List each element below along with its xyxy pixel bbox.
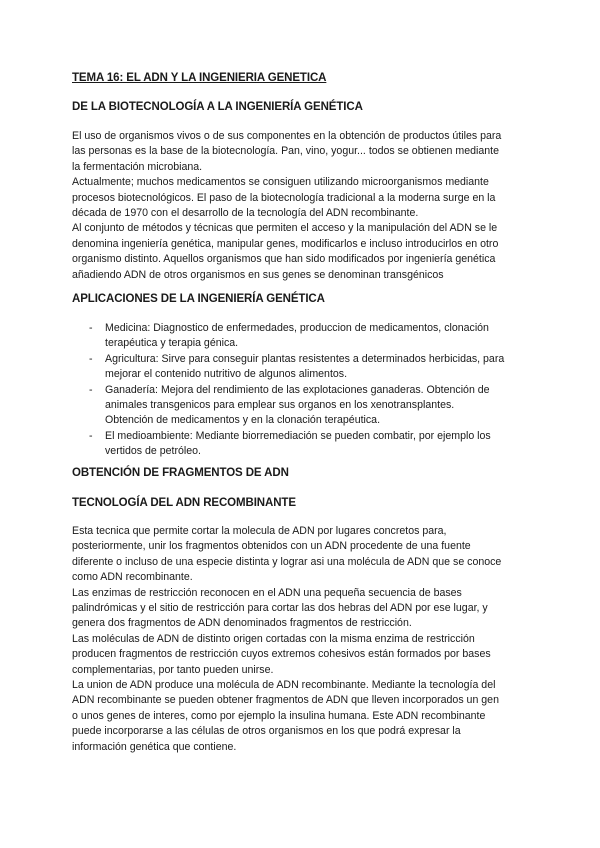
text-line: terapéutica y terapia génica. [105, 337, 239, 350]
text-line: organismo distinto. Aquellos organismos que han sido modificados por ingeniería genética [72, 253, 496, 266]
text-line: El medioambiente: Mediante biorremediación se pueden combatir, por ejemplo los [105, 429, 491, 442]
text-line: Al conjunto de métodos y técnicas que permiten el acceso y la manipulación del ADN se le [72, 222, 498, 235]
text-line: animales transgenicos para emplear sus organos en los xenotransplantes. [105, 399, 455, 412]
bullet-dash: - [89, 352, 93, 365]
section-heading-biotecnologia: DE LA BIOTECNOLOGÍA A LA INGENIERÍA GENÉTICA [72, 101, 363, 113]
text-line: Agricultura: Sirve para conseguir plantas resistentes a determinados herbicidas, para [105, 352, 505, 365]
list-item [72, 321, 532, 352]
text-line: genera dos fragmentos de ADN denominados fragmentos de restricción. [72, 617, 412, 630]
section-heading-obtencion: OBTENCIÓN DE FRAGMENTOS DE ADN [72, 467, 289, 479]
list-item [72, 383, 532, 429]
list-item [72, 352, 532, 383]
text-line: La union de ADN produce una molécula de ADN recombinante. Mediante la tecnología del [72, 679, 496, 692]
text-line: o unos genes de interes, como por ejemplo la insulina humana. Este ADN recombinante [72, 709, 486, 722]
text-line: Ganadería: Mejora del rendimiento de las explotaciones ganaderas. Obtención de [105, 383, 490, 396]
text-line: década de 1970 con el desarrollo de la tecnología del ADN recombinante. [72, 207, 419, 220]
text-line: producen fragmentos de restricción cuyos extremos cohesivos están formados por bases [72, 648, 491, 661]
text-line: como ADN recombinante. [72, 571, 193, 584]
section-heading-aplicaciones: APLICACIONES DE LA INGENIERÍA GENÉTICA [72, 293, 325, 305]
text-line: procesos biotecnológicos. El paso de la biotecnología tradicional a la moderna surge en la [72, 191, 496, 204]
text-line: Obtención de medicamentos y en la clonación terapéutica. [105, 414, 381, 427]
text-line: mejorar el contenido nutritivo de algunos alimentos. [105, 368, 348, 381]
text-line: Las moléculas de ADN de distinto origen cortadas con la misma enzima de restricción [72, 632, 475, 645]
text-line: Actualmente; muchos medicamentos se consiguen utilizando microorganismos mediante [72, 176, 489, 189]
text-line: las personas es la base de la biotecnología. Pan, vino, yogur... todos se obtienen mediante [72, 145, 499, 158]
text-line: puede incorporarse a las células de otros organismos en los que podrá expresar la [72, 725, 461, 738]
text-line: Medicina: Diagnostico de enfermedades, produccion de medicamentos, clonación [105, 322, 489, 334]
bullet-dash: - [89, 322, 93, 334]
list-item [72, 429, 532, 460]
text-line: Esta tecnica que permite cortar la molecula de ADN por lugares concretos para, [72, 525, 447, 537]
text-line: información genética que contiene. [72, 740, 237, 753]
topic-title: TEMA 16: EL ADN Y LA INGENIERIA GENETICA [72, 72, 327, 84]
text-line: la fermentación microbiana. [72, 160, 203, 173]
text-line: complementarias, por tanto pueden unirse. [72, 663, 274, 676]
text-line: denomina ingeniería genética, manipular genes, modificarlos e incluso introducirlos en otro [72, 237, 499, 250]
text-line: añadiendo ADN de otros organismos en sus genes se denominan transgénicos [72, 268, 444, 281]
bullet-dash: - [89, 383, 93, 396]
section-heading-adn-recombinante: TECNOLOGÍA DEL ADN RECOMBINANTE [72, 497, 296, 509]
applications-list [72, 321, 532, 460]
text-line: El uso de organismos vivos o de sus componentes en la obtención de productos útiles para [72, 130, 502, 142]
bullet-dash: - [89, 429, 93, 442]
text-line: Las enzimas de restricción reconocen en el ADN una pequeña secuencia de bases [72, 586, 462, 599]
text-line: posteriormente, unir los fragmentos obtenidos con un ADN procedente de una fuente [72, 540, 471, 553]
paragraph-biotecnologia [72, 129, 532, 283]
paragraph-adn-recombinante [72, 524, 532, 755]
text-line: ADN recombinante se pueden obtener fragmentos de ADN que lleven incorporados un gen [72, 694, 499, 707]
text-line: palindrómicas y el sitio de restricción para cortar las dos hebras del ADN por ese lugar, y [72, 602, 488, 615]
text-line: diferente o incluso de una especie distinta y lograr asi una molécula de ADN que se conoce [72, 555, 502, 568]
text-line: vertidos de petróleo. [105, 445, 201, 458]
